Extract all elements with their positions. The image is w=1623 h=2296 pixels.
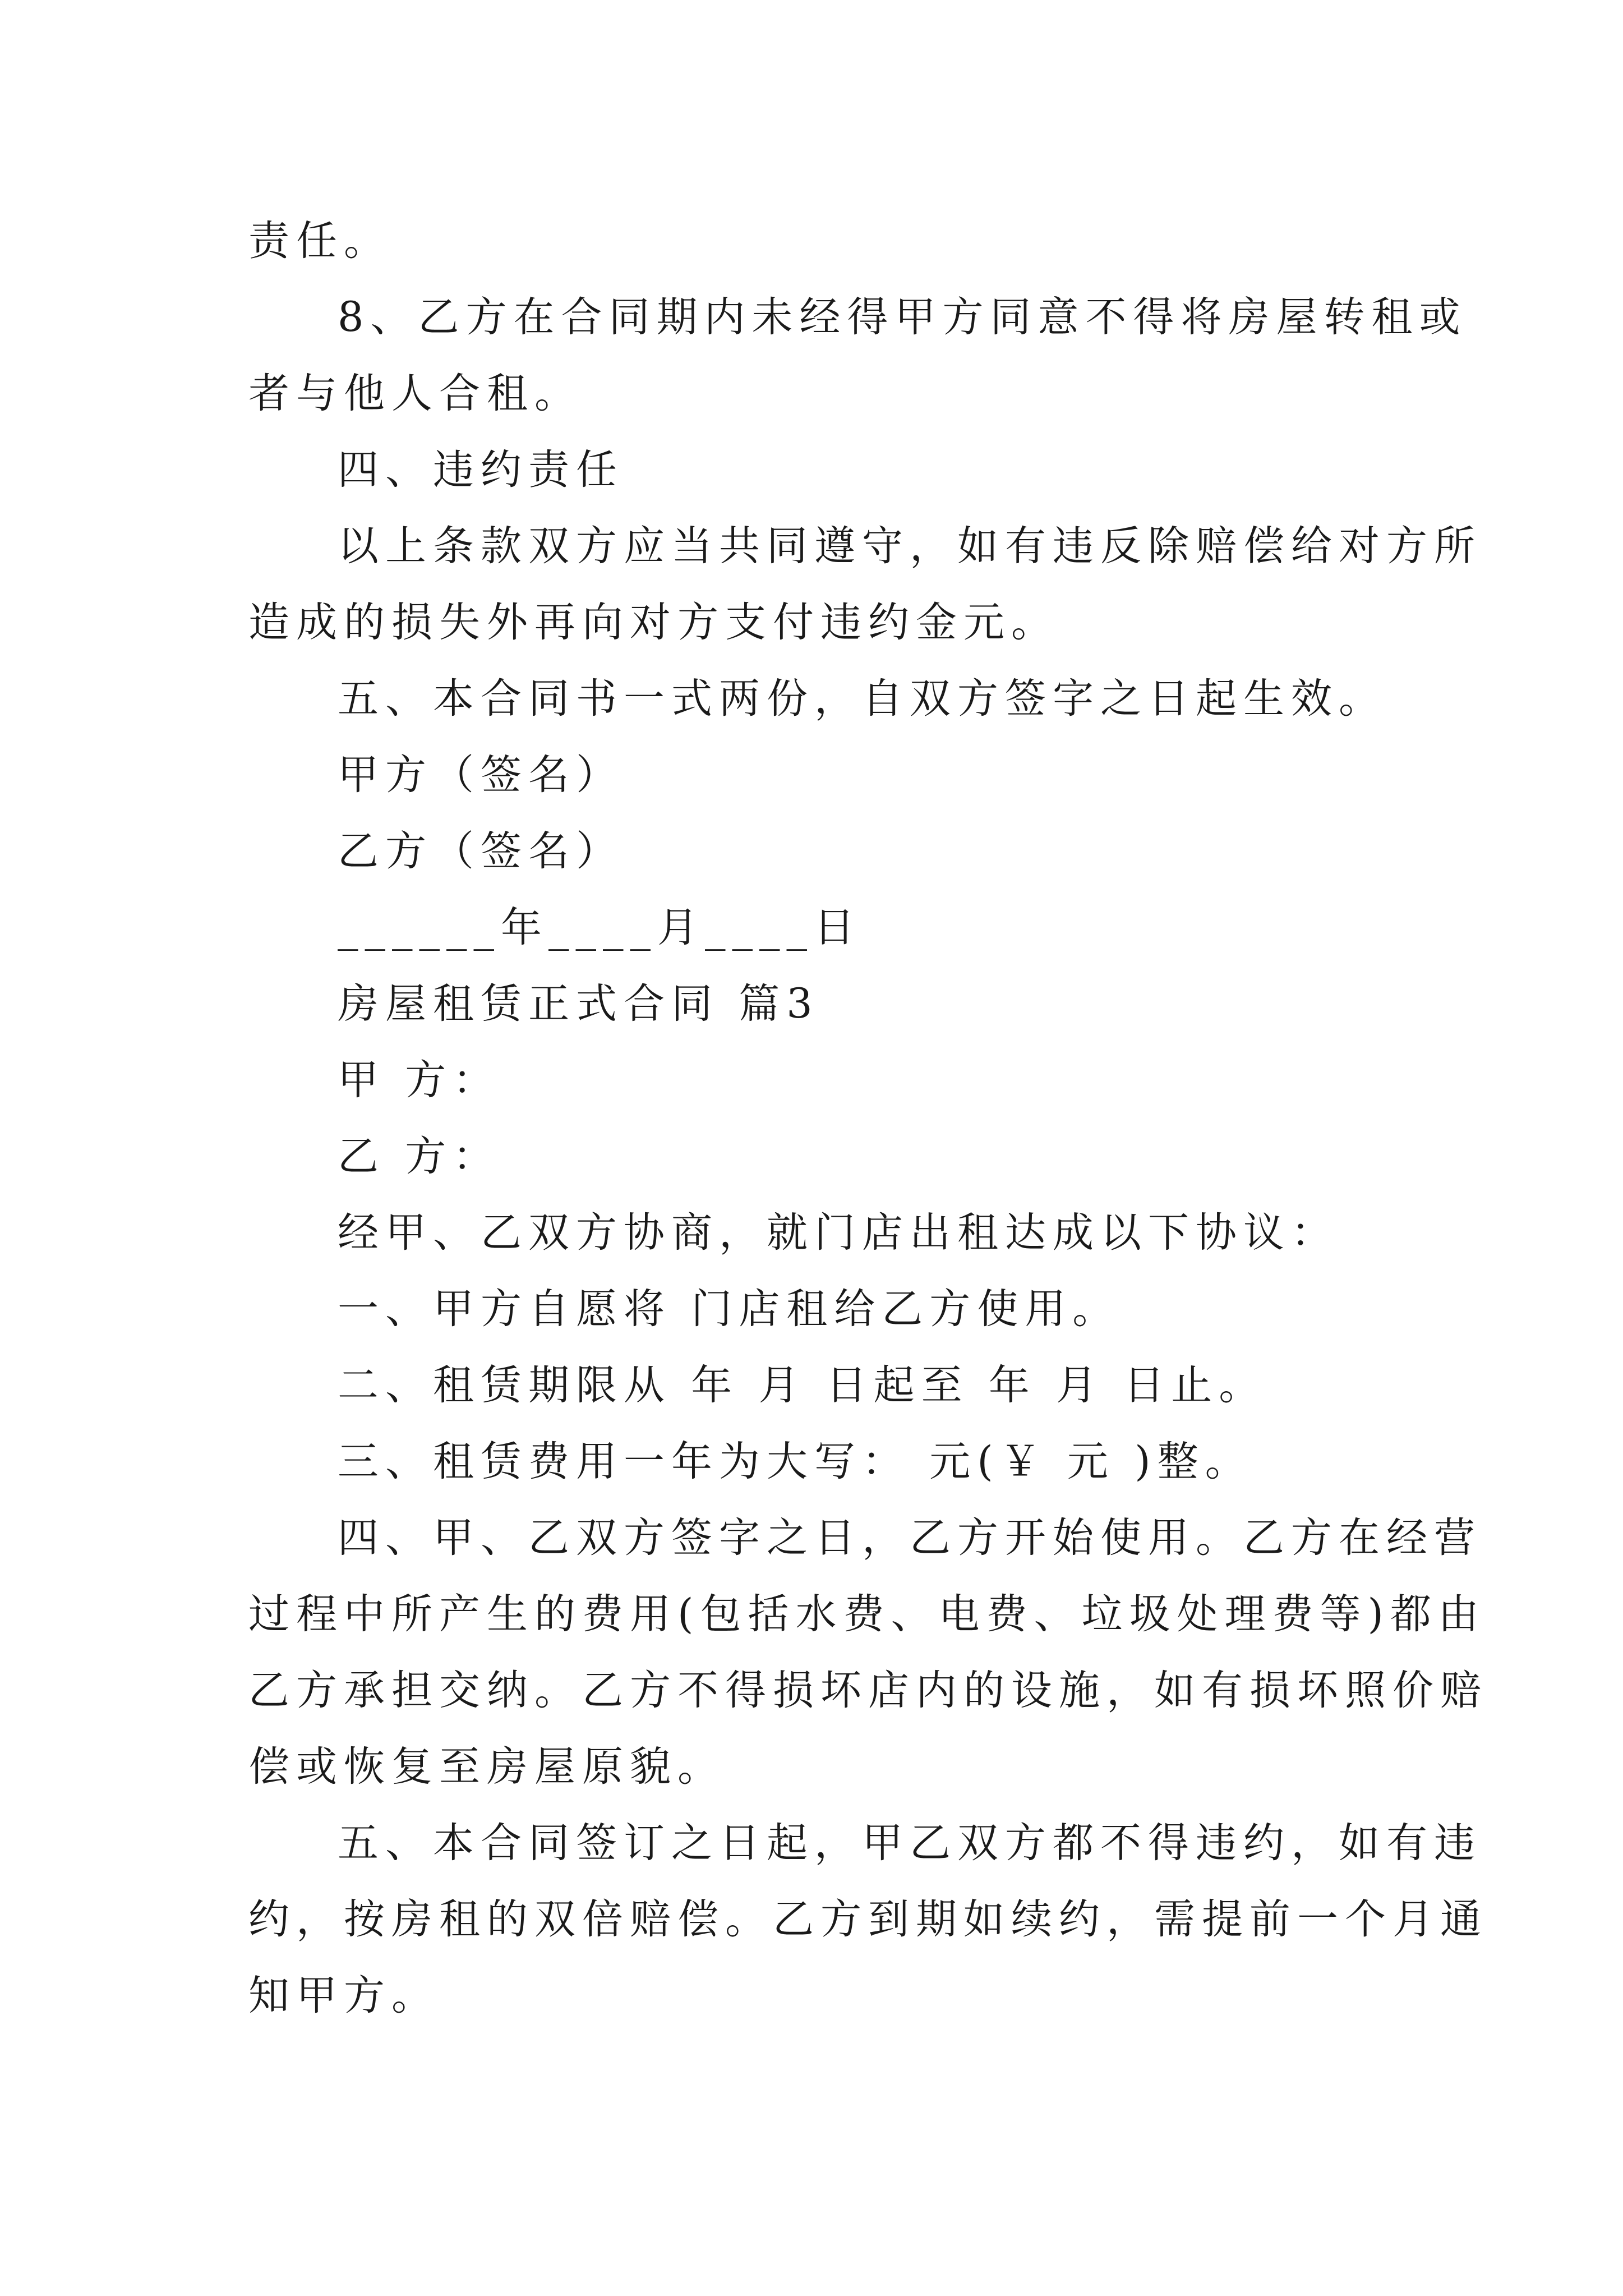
- contract-title: 房屋租赁正式合同 篇3: [338, 980, 819, 1028]
- text-line: 约，按房租的双倍赔偿。乙方到期如续约，需提前一个月通: [248, 1895, 1488, 1943]
- text-line: 过程中所产生的费用(包括水费、电费、垃圾处理费等)都由: [248, 1590, 1486, 1638]
- text-line: 8、乙方在合同期内未经得甲方同意不得将房屋转租或: [338, 293, 1467, 341]
- text-line: 经甲、乙双方协商，就门店出租达成以下协议：: [338, 1209, 1339, 1257]
- party-a-line: 甲 方：: [338, 1056, 501, 1104]
- text-line: 三、租赁费用一年为大写： 元(￥ 元 )整。: [338, 1438, 1253, 1485]
- party-b-line: 乙 方：: [338, 1133, 501, 1180]
- text-line: 以上条款双方应当共同遵守，如有违反除赔偿给对方所: [338, 522, 1482, 570]
- signature-line-party-b: 乙方（签名）: [338, 827, 624, 875]
- text-line: 二、租赁期限从 年 月 日起至 年 月 日止。: [338, 1361, 1267, 1409]
- text-line: 造成的损失外再向对方支付违约金元。: [248, 599, 1059, 646]
- section-heading: 四、违约责任: [338, 446, 624, 494]
- text-line: 四、甲、乙双方签字之日，乙方开始使用。乙方在经营: [338, 1514, 1482, 1562]
- text-line: 者与他人合租。: [248, 370, 582, 417]
- text-line: 责任。: [248, 217, 391, 265]
- text-line: 五、本合同签订之日起，甲乙双方都不得违约，如有违: [338, 1819, 1482, 1867]
- text-line: 一、甲方自愿将 门店租给乙方使用。: [338, 1285, 1121, 1333]
- text-line: 乙方承担交纳。乙方不得损坏店内的设施，如有损坏照价赔: [248, 1667, 1488, 1714]
- text-line: 知甲方。: [248, 1972, 439, 2019]
- signature-line-party-a: 甲方（签名）: [338, 751, 624, 799]
- text-line: 偿或恢复至房屋原貌。: [248, 1743, 725, 1791]
- text-line: 五、本合同书一式两份，自双方签字之日起生效。: [338, 675, 1386, 723]
- date-line: ______年____月____日: [338, 904, 861, 951]
